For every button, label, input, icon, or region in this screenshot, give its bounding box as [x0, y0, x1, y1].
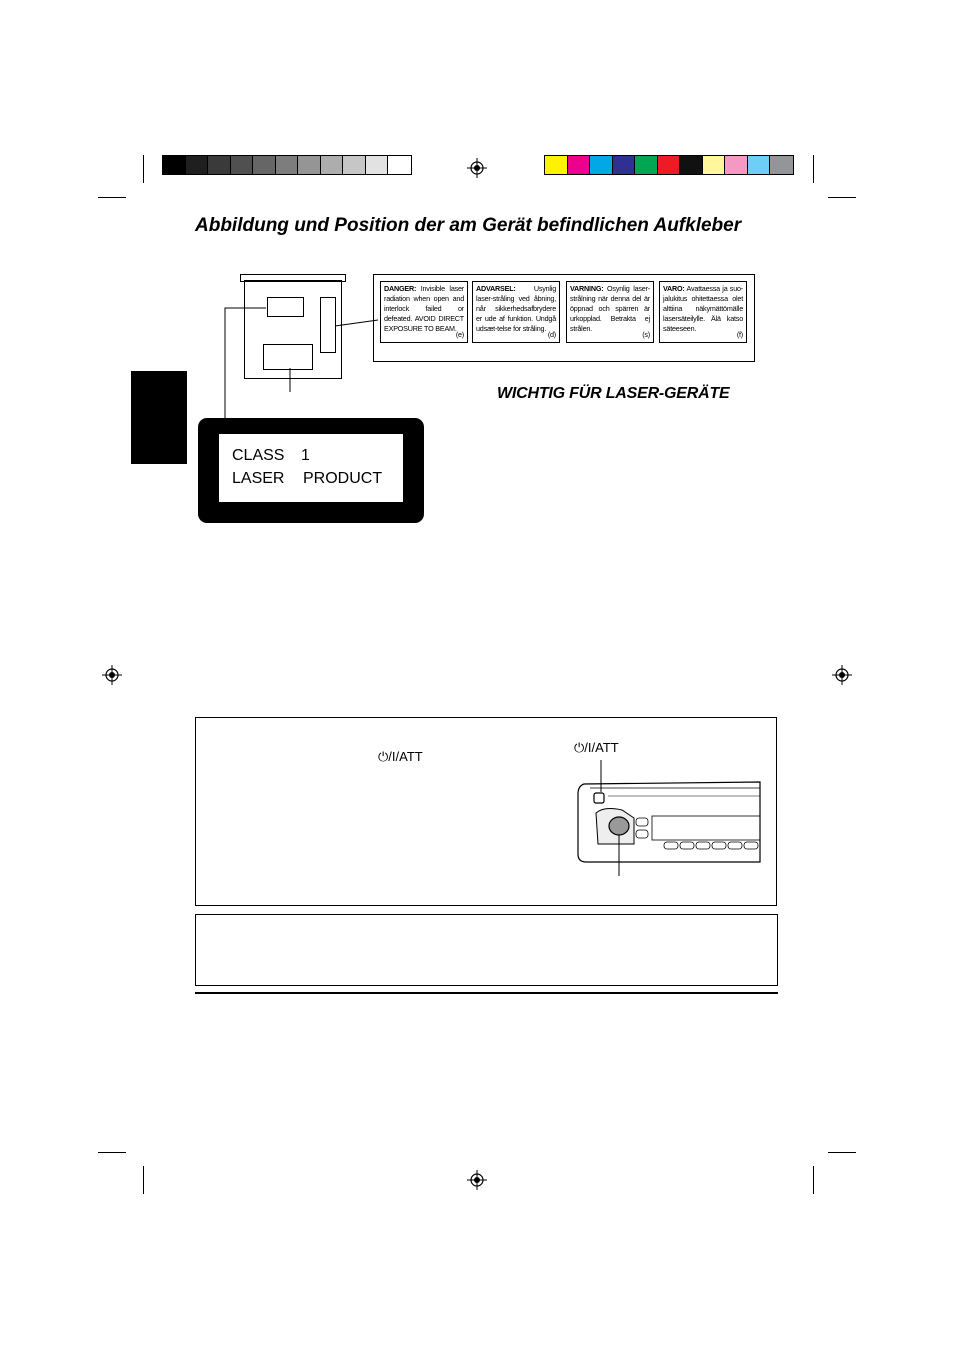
- warning-box-english: DANGER: Invisible laser radiation when open and interlock failed or defeated. AVOID DIRECT EXPOSURE TO BEAM. (e): [380, 281, 468, 343]
- product-word: PRODUCT: [303, 470, 383, 487]
- note-box: [195, 914, 778, 986]
- horizontal-rule: [195, 992, 778, 994]
- warning-box-danish: ADVARSEL: Usynlig laser-stråling ved åbning, når sikkerhedsafbrydere er ude af funktion. Undgå udsæt-telse for stråling. (d): [472, 281, 560, 343]
- warning-box-finnish: VARO: Avattaessa ja suo-jalukitus ohitettaessa olet alttiina näkymättömälle lasersäteilylle. Älä katso säteeseen. (f): [659, 281, 747, 343]
- class-label-inner: [219, 434, 403, 502]
- instruction-box: [195, 717, 777, 906]
- crop-mark: [98, 1152, 126, 1153]
- crop-mark: [143, 1166, 144, 1194]
- page-title: Abbildung und Position der am Gerät befindlichen Aufkleber: [195, 215, 742, 236]
- laser-word: LASER: [232, 470, 285, 487]
- att-button-label-inline: ⏻/I/ATT: [378, 749, 423, 764]
- section-subtitle: WICHTIG FÜR LASER-GERÄTE: [497, 385, 730, 402]
- crop-mark: [813, 1166, 814, 1194]
- class-1-laser-label: [198, 418, 424, 523]
- car-receiver-diagram: [574, 758, 764, 878]
- registration-mark-icon: [832, 665, 852, 685]
- registration-mark-icon: [467, 1170, 487, 1190]
- registration-mark-icon: [102, 665, 122, 685]
- class-word: CLASS: [232, 447, 285, 464]
- class-number: 1: [301, 447, 310, 464]
- warning-box-swedish: VARNING: Osynlig laser-strålning när denna del är öppnad och spärren är urkopplad. Betrakta ej strålen. (s): [566, 281, 654, 343]
- att-button-label-diagram: ⏻/I/ATT: [574, 740, 619, 755]
- crop-mark: [828, 1152, 856, 1153]
- warning-label-strip: [373, 274, 755, 362]
